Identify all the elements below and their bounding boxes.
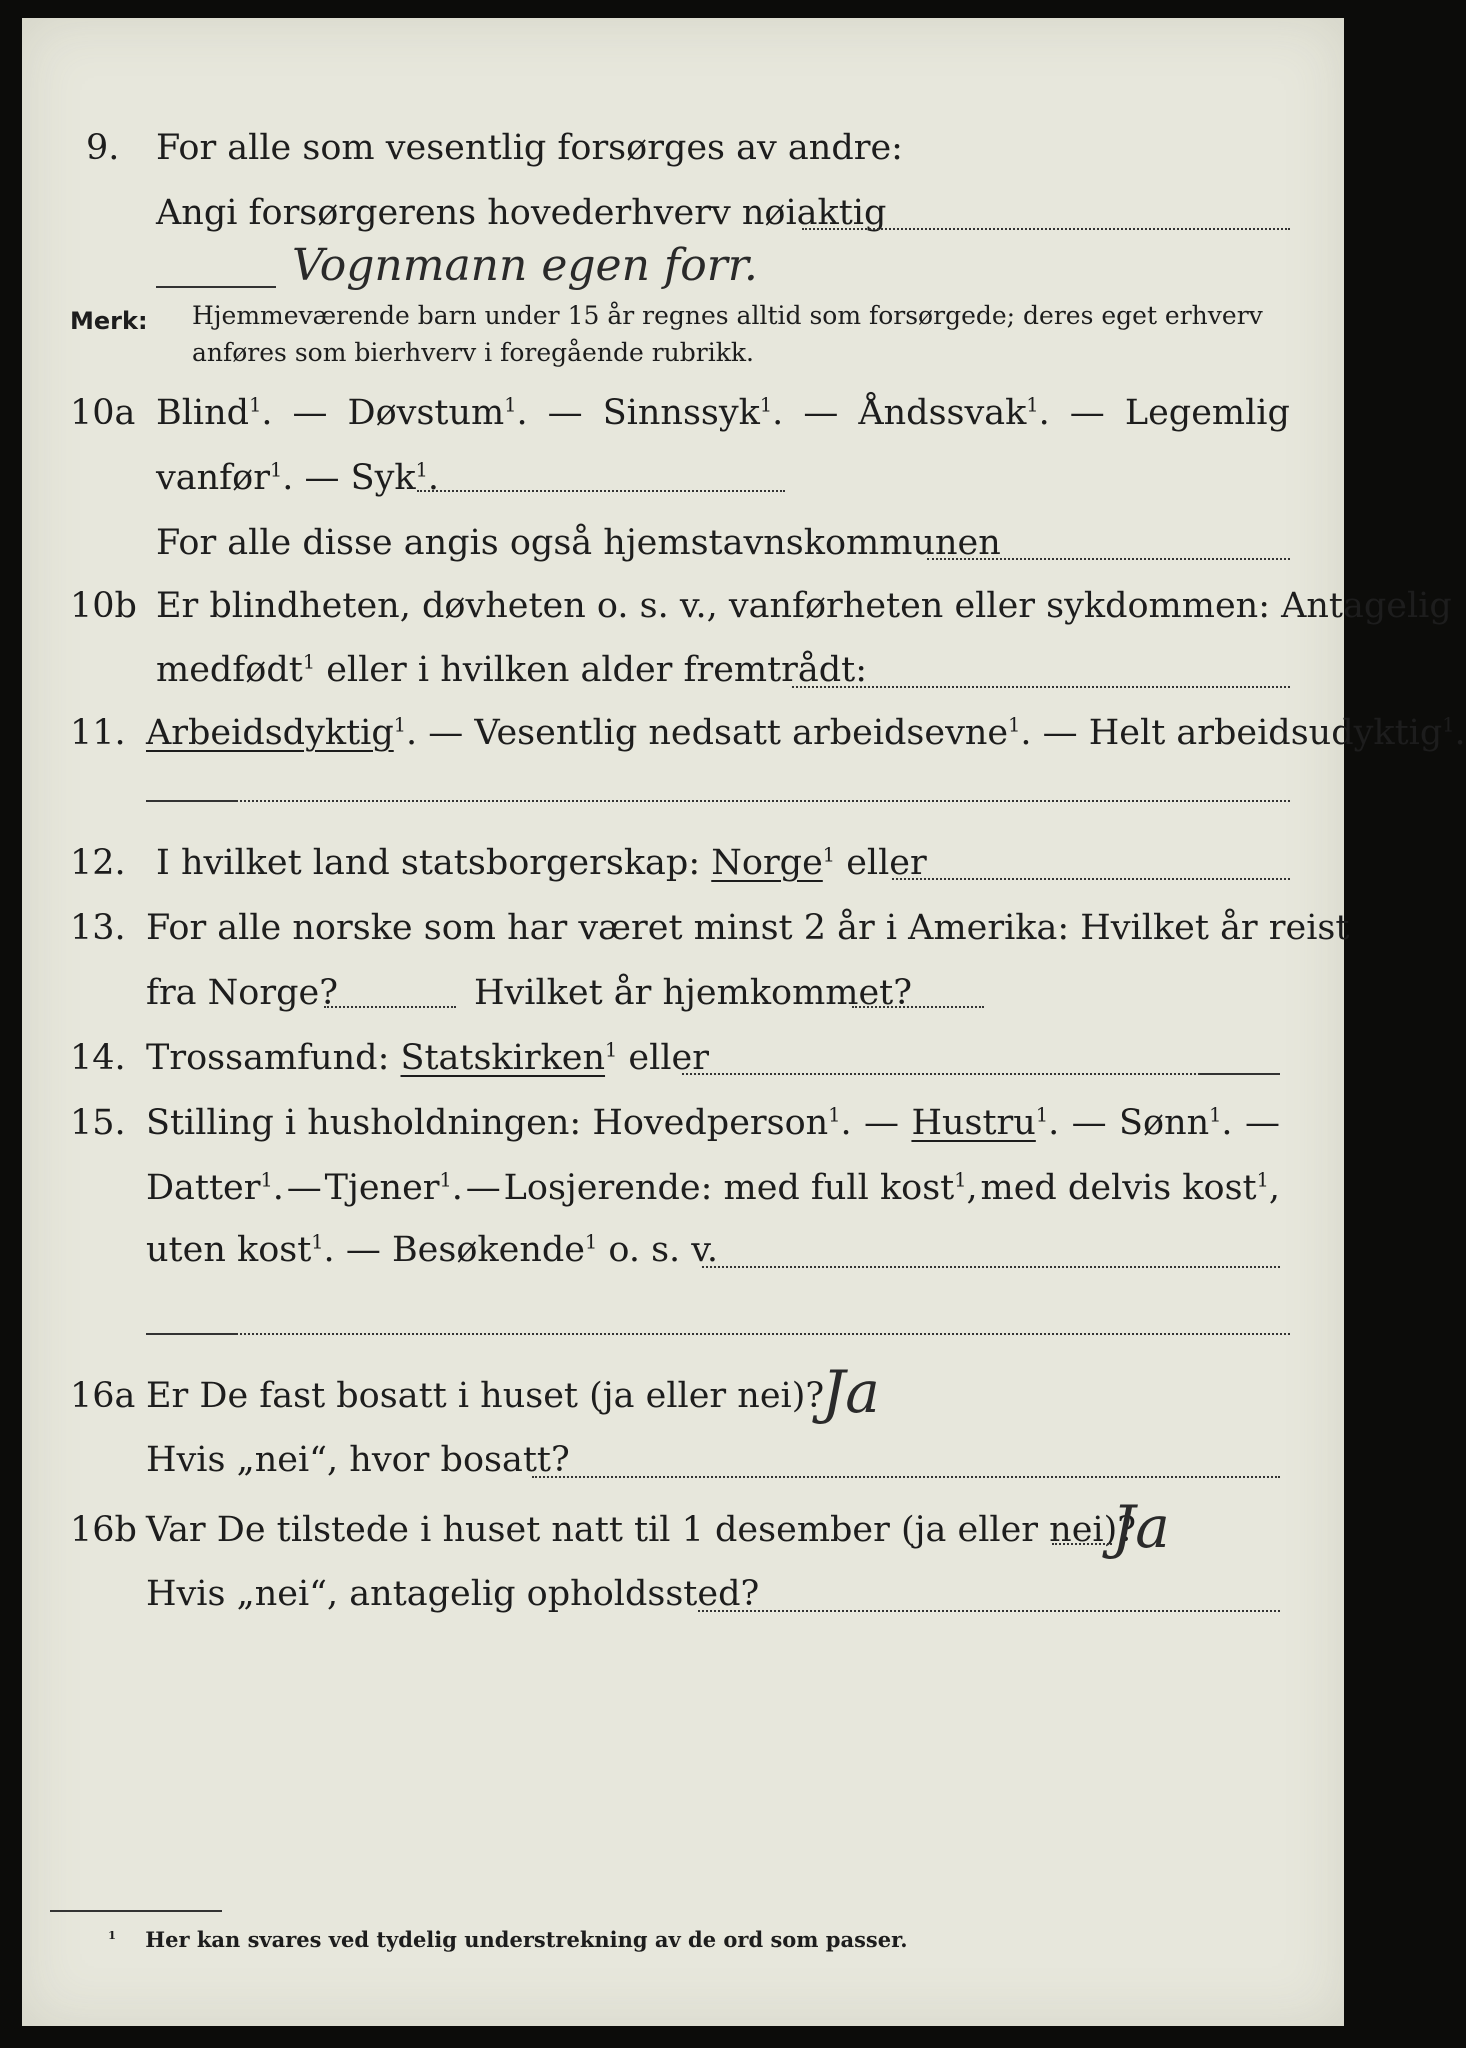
- merk-label: Merk:: [70, 307, 148, 335]
- q10a-blind: Blind: [156, 393, 250, 433]
- q14-number: 14.: [70, 1038, 126, 1078]
- q13-fra-fill: [324, 1006, 456, 1008]
- q11-lead-rule: [146, 800, 236, 802]
- q9-line1: For alle som vesentlig forsørges av andre:: [156, 128, 903, 168]
- q15-lead-rule: [146, 1333, 236, 1335]
- census-form-page: [22, 18, 1466, 2026]
- q16b-fill: [698, 1610, 1280, 1612]
- merk-line1: Hjemmeværende barn under 15 år regnes alltid som forsørgede; deres eget erhverv: [192, 301, 1263, 330]
- q12-number: 12.: [70, 843, 126, 883]
- q10a-line1: Blind$^1$. — Døvstum$^1$. — Sinnssyk$^1$. — Åndssvak$^1$. — Legemlig: [156, 393, 1290, 433]
- q9-fill-line: [802, 228, 1290, 230]
- q13-hjemkommet: Hvilket år hjemkommet?: [474, 973, 913, 1013]
- q12-line: I hvilket land statsborgerskap: Norge$^1$ eller: [156, 843, 927, 883]
- q16a-line2: Hvis „nei“, hvor bosatt?: [146, 1440, 570, 1480]
- q9-line2: Angi forsørgerens hovederhverv nøiaktig: [156, 193, 887, 233]
- q15-number: 15.: [70, 1103, 126, 1143]
- q10a-line3: For alle disse angis også hjemstavnskommunen: [156, 523, 1001, 563]
- q10a-sinnssyk: Sinnssyk: [602, 393, 760, 433]
- q9-handwritten-answer: Vognmann egen forr.: [292, 240, 758, 291]
- q10b-number: 10b: [70, 586, 137, 626]
- q16b-line2: Hvis „nei“, antagelig opholdssted?: [146, 1574, 760, 1614]
- q16a-line1: Er De fast bosatt i huset (ja eller nei)?: [146, 1376, 825, 1416]
- q15-line1: Stilling i husholdningen: Hovedperson$^1$. — Hustru$^1$. — Sønn$^1$. —: [146, 1103, 1280, 1143]
- q16b-number: 16b: [70, 1510, 137, 1550]
- q14-fill: [682, 1073, 1200, 1075]
- q11-arbeidsdyktig-underlined: Arbeidsdyktig: [146, 713, 394, 753]
- q10a-dovstum: Døvstum: [347, 393, 505, 433]
- q13-number: 13.: [70, 908, 126, 948]
- q9-number: 9.: [86, 128, 120, 168]
- footnote: [108, 1928, 908, 1952]
- q9-lead-rule: [156, 286, 276, 288]
- footnote-mark: 1: [108, 1928, 117, 1942]
- q16b-line1: Var De tilstede i huset natt til 1 desember (ja eller nei)?: [146, 1510, 1137, 1550]
- q11-number: 11.: [70, 713, 126, 753]
- q14-end-rule: [1200, 1073, 1280, 1075]
- q12-fill: [892, 878, 1290, 880]
- q10a-legemlig: Legemlig: [1124, 393, 1290, 433]
- q10a-syk: Syk: [350, 458, 416, 498]
- q15-line2: Datter$^1$. — Tjener$^1$. — Losjerende: med full kost$^1$, med delvis kost$^1$,: [146, 1168, 1280, 1208]
- q10b-medfodt: medfødt: [156, 650, 303, 690]
- q10a-hjemstavn-fill: [927, 558, 1290, 560]
- q10a-number: 10a: [70, 393, 136, 433]
- q12-norge-underlined: Norge: [711, 843, 823, 883]
- q13-line1: For alle norske som har været minst 2 år i Amerika: Hvilket år reist: [146, 908, 1350, 948]
- q10a-vanfor: vanfør: [156, 458, 270, 498]
- q10a-syk-fill: [417, 490, 785, 492]
- q11-fill: [236, 800, 1290, 802]
- q16b-handwritten-answer: Ja: [1112, 1493, 1170, 1561]
- footnote-rule: [50, 1910, 222, 1912]
- q10b-fill: [792, 686, 1290, 688]
- footnote-text: Her kan svares ved tydelig understrekning av de ord som passer.: [145, 1927, 908, 1952]
- q15-fill2: [236, 1333, 1290, 1335]
- q13-fra-norge: fra Norge?: [146, 973, 338, 1013]
- q13-hjem-fill: [852, 1006, 984, 1008]
- q10b-line2: medfødt$^1$ eller i hvilken alder fremtrådt:: [156, 650, 868, 690]
- q15-fill: [702, 1266, 1280, 1268]
- q15-hustru-underlined: Hustru: [911, 1103, 1036, 1143]
- q16a-handwritten-answer: Ja: [822, 1358, 880, 1426]
- q14-line: Trossamfund: Statskirken$^1$ eller: [146, 1038, 709, 1078]
- q15-line3: uten kost$^1$. — Besøkende$^1$ o. s. v.: [146, 1230, 719, 1270]
- q10b-line1: Er blindheten, døvheten o. s. v., vanførheten eller sykdommen: Antagelig: [156, 586, 1452, 626]
- q14-statskirken-underlined: Statskirken: [400, 1038, 606, 1078]
- q10a-andssvak: Åndssvak: [858, 393, 1027, 433]
- q16a-number: 16a: [70, 1376, 136, 1416]
- merk-line2: anføres som bierhverv i foregående rubrikk.: [192, 338, 754, 367]
- q10a-line2: vanfør$^1$. — Syk$^1$.: [156, 458, 439, 498]
- q16b-fill-short: [1052, 1543, 1112, 1545]
- q11-line: Arbeidsdyktig$^1$. — Vesentlig nedsatt arbeidsevne$^1$. — Helt arbeidsudyktig$^1$.: [146, 713, 1466, 753]
- q16a-fill: [532, 1476, 1280, 1478]
